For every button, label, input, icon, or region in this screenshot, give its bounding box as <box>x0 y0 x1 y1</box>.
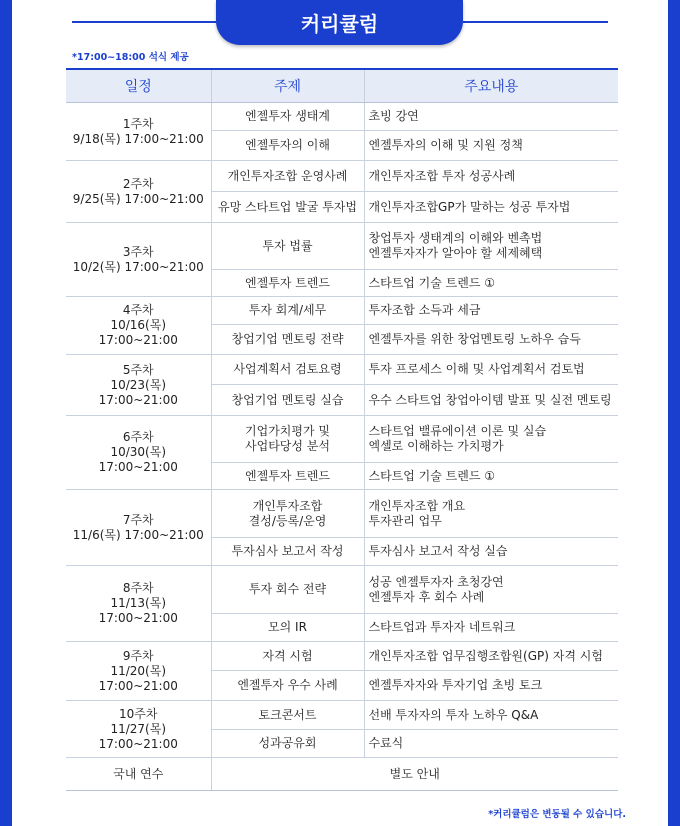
topic-text: 토크콘서트 <box>258 707 317 722</box>
table-row <box>66 566 618 614</box>
content-cell <box>364 730 618 758</box>
content-cell <box>364 161 618 192</box>
title-divider-right <box>463 21 608 23</box>
topic-text: 엔젤투자 트렌드 <box>245 468 330 483</box>
topic-text: 투자 회계/세무 <box>248 303 327 317</box>
content-cell <box>364 642 618 671</box>
topic-cell <box>211 325 364 355</box>
content-text: 엔젤투자자가 알아야 할 세제혜택 <box>368 246 543 260</box>
col-header-topic: 주제 <box>211 69 364 103</box>
content-text: 초빙 강연 <box>368 109 419 123</box>
week-label: 4주차 <box>122 303 154 317</box>
content-text: 개인투자조합 개요 <box>368 498 466 513</box>
week-label: 5주차 <box>122 362 154 377</box>
col-header-content: 주요내용 <box>364 69 618 103</box>
content-cell <box>364 223 618 270</box>
topic-cell <box>211 614 364 642</box>
content-text: 개인투자조합 투자 성공사례 <box>368 168 516 183</box>
topic-text: 창업기업 멘토링 실습 <box>231 392 344 407</box>
table-row <box>66 416 618 463</box>
schedule-cell <box>66 701 211 758</box>
content-cell <box>364 538 618 566</box>
content-text: 개인투자조합 업무집행조합원(GP) 자격 시험 <box>368 648 603 663</box>
topic-text: 자격 시험 <box>262 648 313 663</box>
schedule-cell <box>66 297 211 355</box>
week-date: 9/25(목) 17:00~21:00 <box>72 191 204 206</box>
week-label: 9주차 <box>122 648 154 663</box>
meal-note: *17:00~18:00 석식 제공 <box>72 52 189 63</box>
content-text: 투자 프로세스 이해 및 사업계획서 검토법 <box>368 362 585 376</box>
content-cell <box>364 325 618 355</box>
curriculum-table <box>66 68 618 791</box>
content-text: 수료식 <box>368 736 404 750</box>
topic-text: 엔젤투자의 이해 <box>245 138 330 152</box>
topic-cell <box>211 161 364 192</box>
week-date: 9/18(목) 17:00~21:00 <box>72 131 204 146</box>
overseas-training-label: 국내 연수 <box>66 758 211 791</box>
topic-cell <box>211 730 364 758</box>
week-date: 10/16(목) 17:00~21:00 <box>98 318 178 347</box>
schedule-cell <box>66 642 211 701</box>
schedule-cell <box>66 416 211 490</box>
week-date: 11/13(목) 17:00~21:00 <box>98 596 178 625</box>
topic-text: 결성/등록/운영 <box>248 513 327 528</box>
week-label: 3주차 <box>122 244 154 259</box>
topic-cell <box>211 463 364 490</box>
topic-cell <box>211 131 364 161</box>
topic-cell <box>211 538 364 566</box>
content-cell <box>364 614 618 642</box>
table-row <box>66 642 618 671</box>
topic-text: 개인투자조합 <box>252 498 323 513</box>
week-date: 11/27(목) 17:00~21:00 <box>98 721 178 751</box>
topic-text: 투자 회수 전략 <box>248 582 327 596</box>
topic-cell <box>211 642 364 671</box>
topic-cell <box>211 385 364 416</box>
content-cell <box>364 131 618 161</box>
overseas-training-content: 별도 안내 <box>211 758 618 791</box>
topic-text: 기업가치평가 및 <box>245 424 330 438</box>
topic-text: 투자 법률 <box>262 238 313 253</box>
week-date: 11/6(목) 17:00~21:00 <box>72 527 204 542</box>
content-cell <box>364 701 618 730</box>
schedule-cell <box>66 161 211 223</box>
topic-cell <box>211 566 364 614</box>
content-text: 스타트업과 투자자 네트워크 <box>368 620 516 634</box>
schedule-cell <box>66 566 211 642</box>
content-text: 개인투자조합GP가 말하는 성공 투자법 <box>368 199 571 214</box>
week-date: 10/23(목) 17:00~21:00 <box>98 377 178 407</box>
content-cell <box>364 490 618 538</box>
topic-cell <box>211 270 364 297</box>
content-text: 선배 투자자의 투자 노하우 Q&A <box>368 707 539 722</box>
content-text: 엔젤투자자와 투자기업 초빙 토크 <box>368 678 543 692</box>
schedule-cell <box>66 103 211 161</box>
table-header-row <box>66 69 618 103</box>
table-row <box>66 297 618 325</box>
week-date: 11/20(목) 17:00~21:00 <box>98 663 178 693</box>
week-label: 8주차 <box>122 581 154 595</box>
content-cell <box>364 355 618 385</box>
content-cell <box>364 270 618 297</box>
topic-text: 엔젤투자 생태계 <box>245 109 330 123</box>
content-text: 엔젤투자의 이해 및 지원 정책 <box>368 138 523 152</box>
content-cell <box>364 103 618 131</box>
topic-text: 창업기업 멘토링 전략 <box>231 332 344 346</box>
content-text: 스타트업 밸류에이션 이론 및 실습 <box>368 424 547 438</box>
table-row <box>66 103 618 131</box>
table-row <box>66 701 618 730</box>
topic-cell <box>211 490 364 538</box>
topic-cell <box>211 223 364 270</box>
topic-text: 모의 IR <box>268 620 307 634</box>
topic-cell <box>211 416 364 463</box>
content-text: 엑셀로 이해하는 가치평가 <box>368 439 504 453</box>
content-text: 우수 스타트업 창업아이템 발표 및 실전 멘토링 <box>368 392 612 407</box>
content-text: 엔젤투자 후 회수 사례 <box>368 589 485 604</box>
week-label: 6주차 <box>122 430 154 444</box>
table-body <box>66 103 618 791</box>
content-text: 창업투자 생태계의 이해와 벤촉법 <box>368 231 543 245</box>
content-text: 투자심사 보고서 작성 실습 <box>368 544 508 558</box>
content-text: 투자관리 업무 <box>368 513 442 528</box>
page-title: 커리큘럼 <box>216 0 463 45</box>
col-header-schedule: 일정 <box>66 69 211 103</box>
topic-text: 투자심사 보고서 작성 <box>231 544 344 558</box>
topic-cell <box>211 103 364 131</box>
schedule-cell <box>66 355 211 416</box>
topic-cell <box>211 355 364 385</box>
table-row <box>66 355 618 385</box>
content-cell <box>364 566 618 614</box>
topic-text: 엔젤투자 트렌드 <box>245 275 330 290</box>
content-cell <box>364 192 618 223</box>
change-notice: *커리큘럼은 변동될 수 있습니다. <box>488 809 626 820</box>
table-row <box>66 490 618 538</box>
content-cell <box>364 416 618 463</box>
week-label: 7주차 <box>122 512 154 527</box>
content-text: 스타트업 기술 트렌드 ① <box>368 275 496 290</box>
week-label: 2주차 <box>122 176 154 191</box>
content-text: 엔젤투자를 위한 창업멘토링 노하우 습득 <box>368 332 581 346</box>
title-divider-left <box>72 21 216 23</box>
week-label: 10주차 <box>119 706 158 721</box>
content-text: 스타트업 기술 트렌드 ① <box>368 468 496 483</box>
content-cell <box>364 671 618 701</box>
schedule-cell <box>66 490 211 566</box>
week-label: 1주차 <box>122 116 154 131</box>
overseas-training-row <box>66 758 618 791</box>
table-row <box>66 223 618 270</box>
topic-cell <box>211 671 364 701</box>
topic-cell <box>211 701 364 730</box>
content-cell <box>364 463 618 490</box>
topic-text: 사업타당성 분석 <box>245 439 330 453</box>
week-date: 10/30(목) 17:00~21:00 <box>98 445 178 474</box>
content-cell <box>364 385 618 416</box>
topic-cell <box>211 192 364 223</box>
week-date: 10/2(목) 17:00~21:00 <box>72 259 204 274</box>
topic-text: 성과공유회 <box>258 736 317 750</box>
content-text: 성공 엔젤투자자 초청강연 <box>368 574 504 589</box>
table-row <box>66 161 618 192</box>
topic-text: 개인투자조합 운영사례 <box>227 168 348 183</box>
schedule-cell <box>66 223 211 297</box>
content-text: 투자조합 소득과 세금 <box>368 303 481 317</box>
topic-text: 엔젤투자 우수 사례 <box>237 678 338 692</box>
topic-text: 사업계획서 검토요령 <box>233 362 342 376</box>
topic-text: 유망 스타트업 발굴 투자법 <box>218 199 357 214</box>
content-cell <box>364 297 618 325</box>
topic-cell <box>211 297 364 325</box>
